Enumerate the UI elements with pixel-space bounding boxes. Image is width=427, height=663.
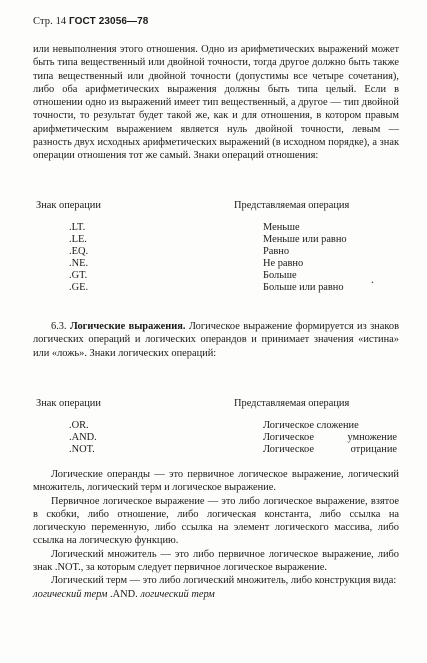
meaning-part: Логическое [263,444,314,455]
paragraph-term: Логический терм — это либо логический множитель, либо конструкция вида: [51,575,397,587]
column-header-operator: Знак операции [36,200,101,211]
print-speck: . [371,272,374,286]
operator-sign: .NOT. [69,444,95,455]
paragraph-relations [33,43,399,163]
section-number: 6.3. [51,321,67,332]
operator-sign: .LE. [69,234,87,245]
page-number: Стр. 14 [33,16,67,27]
definitions-block [33,468,399,601]
column-header-operation: Представляемая операция [234,200,350,211]
operator-sign: .GE. [69,282,89,293]
section-title: Логические выражения. [70,321,186,332]
operator-sign: .AND. [69,432,97,443]
meaning-part: отрицание [350,444,397,455]
table-row [33,270,399,286]
standard-number: ГОСТ 23056—78 [69,16,149,27]
formula-operand: логический терм [33,588,108,600]
section-6-3 [33,320,399,360]
meaning-part: Логическое сложение [263,420,359,431]
operator-meaning: Больше или равно [263,282,344,293]
operator-meaning [263,432,397,443]
paragraph-text: или невыполнения этого отношения. Одно из арифметических выражений может быть типа вещественный или двойной точности, тогда другое должно быть также типа вещественный или двойной точности (допустимы все четыре сочетания), либо оба арифметических выражения должны быть типа целый. Если в отношении одно из выражений имеет тип вещественный, а другое — тип двойной точности, то результат будет такой же, как и для отношения, в котором правым арифметическим выражением является нуль двойной точности, левым — разность двух исходных арифметических выражений (в исходном порядке), а знак операции отношения тот же самый. Знаки операций отношения: [33,44,399,162]
operator-meaning: Не равно [263,258,304,269]
operator-sign: .OR. [69,420,89,431]
section-paragraph [33,320,399,360]
column-header-operator: Знак операции [36,398,101,409]
table-row [33,222,399,234]
formula-operand: логический терм [140,588,215,600]
formula-operator: .AND. [107,588,141,600]
table-row [33,258,399,270]
paragraph-primary: Первичное логическое выражение — это либо логическое выражение, взятое в скобки, либо отношение, либо логическая константа, либо ссылка на логическую переменную, либо ссылка на элемент логического массива, либо ссылка на логическую функцию. [33,495,399,547]
section-text: Логическое выражение формируется из знаков логических операций и логических операндов и принимает значения «истина» или «ложь». Знаки логических операций: [33,321,399,359]
table-row [33,432,399,444]
table-row [33,444,399,456]
column-header-operation: Представляемая операция [234,398,350,409]
meaning-part: умножение [347,432,397,443]
operator-sign: .GT. [69,270,88,281]
operator-sign: .LT. [69,222,86,233]
operator-meaning [263,420,397,431]
table-row [33,282,399,294]
meaning-part: Логическое [263,432,314,443]
paragraph-factor: Логический множитель — это либо первичное логическое выражение, либо знак .NOT., за которым следует первичное логическое выражение. [33,548,399,574]
table-row [33,246,399,258]
operator-meaning [263,444,397,455]
operator-meaning: Меньше или равно [263,234,347,245]
operator-sign: .EQ. [69,246,89,257]
operator-meaning: Больше [263,270,297,281]
paragraph-operands: Логические операнды — это первичное логическое выражение, логический множитель, логический терм и логическое выражение. [33,469,399,494]
operator-meaning: Равно [263,246,290,257]
table-row [33,234,399,246]
formula-line [33,588,399,601]
page-header [33,16,148,27]
table-row [33,420,399,432]
operator-meaning: Меньше [263,222,300,233]
operator-sign: .NE. [69,258,89,269]
